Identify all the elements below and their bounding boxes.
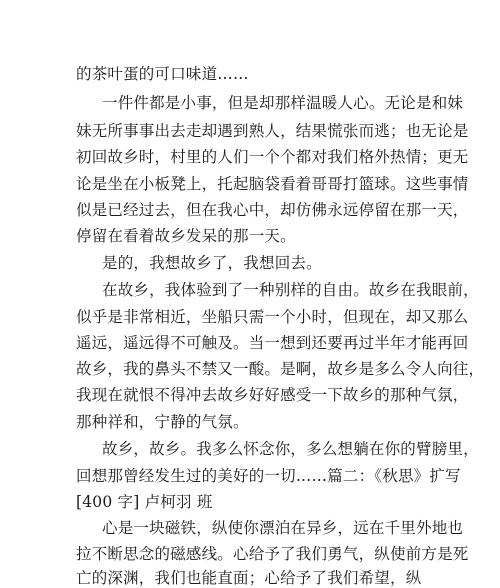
text-line: 拉不断思念的磁感线。心给予了我们勇气，纵使前方是死 bbox=[76, 545, 469, 563]
text-line: 遥远，遥远得不可触及。当一想到还要再过半年才能再回 bbox=[76, 334, 469, 352]
paragraph-start-line: 是的，我想故乡了，我想回去。 bbox=[102, 254, 322, 272]
text-line: 初回故乡时，村里的人们一个个都对我们格外热情；更无 bbox=[76, 148, 469, 166]
text-line: 我现在就恨不得冲去故乡好好感受一下故乡的那种气氛， bbox=[76, 386, 469, 404]
paragraph-start-line: 心是一块磁铁，纵使你漂泊在异乡，远在千里外地也 bbox=[102, 519, 464, 537]
paragraph-start-line: 一件件都是小事，但是却那样温暖人心。无论是和妹 bbox=[102, 94, 464, 112]
text-line: 停留在看着故乡发呆的那一天。 bbox=[76, 227, 296, 245]
text-line: 似是已经过去，但在我心中，却仿佛永远停留在那一天， bbox=[76, 201, 469, 219]
text-line: 那种祥和，宁静的气氛。 bbox=[76, 413, 249, 431]
text-line: 论是坐在小板凳上，托起脑袋看着哥哥打篮球。这些事情 bbox=[76, 175, 469, 193]
text-line: 的茶叶蛋的可口味道…… bbox=[76, 65, 249, 83]
text-line: [400 字] 卢柯羽 班 bbox=[76, 493, 213, 511]
text-line: 亡的深渊，我们也能直面；心给予了我们希望，纵 bbox=[76, 569, 422, 587]
text-line: 妹无所事事出去走却遇到熟人，结果慌张而逃；也无论是 bbox=[76, 122, 469, 140]
text-line: 似乎是非常相近，坐船只需一个小时，但现在，却又那么 bbox=[76, 308, 469, 326]
text-line: 回想那曾经发生过的美好的一切……篇二：《秋思》扩写 bbox=[76, 467, 461, 485]
paragraph-start-line: 在故乡，我体验到了一种别样的自由。故乡在我眼前， bbox=[102, 281, 479, 299]
text-line: 故乡，我的鼻头不禁又一酸。是啊，故乡是多么令人向往， bbox=[76, 360, 485, 378]
paragraph-start-line: 故乡，故乡。我多么怀念你，多么想躺在你的臂膀里， bbox=[102, 440, 479, 458]
